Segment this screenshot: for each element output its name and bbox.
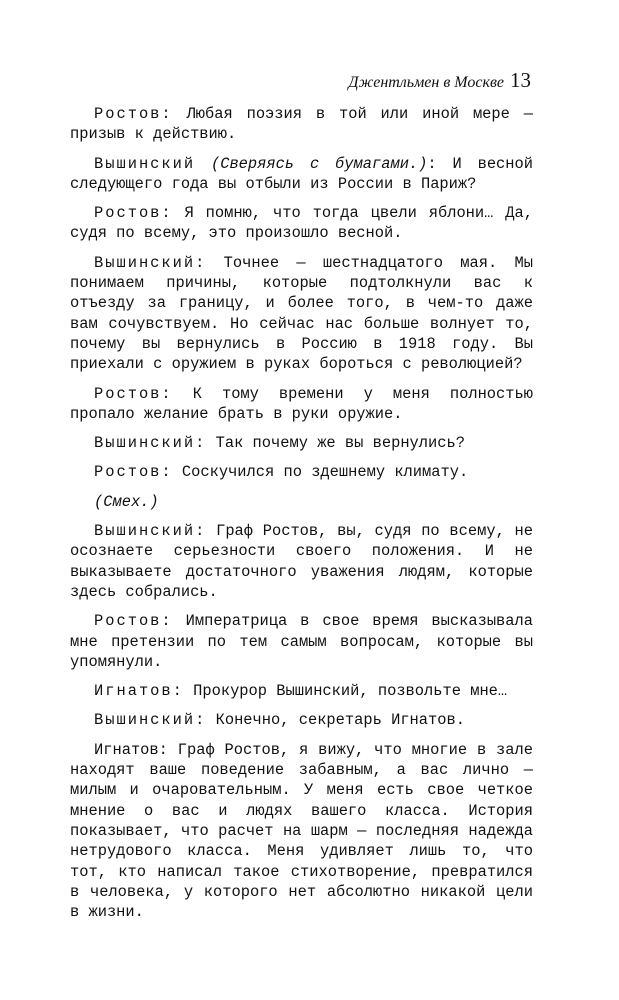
running-header [348,68,531,93]
stage-direction: (Сверяясь с бумагами.) [195,154,428,173]
speaker-name: Вышинский [94,154,196,173]
speaker-name: Игнатов: [94,682,184,701]
dialogue-text: Граф Ростов, вы, судя по всему, не осознаете серьезности своего положения. И не выказываете достаточного уважения людям, которые здесь собрались. [70,522,533,601]
paragraph [70,710,533,730]
speaker-name: Вышинский: [94,522,207,541]
page-body [70,104,533,931]
header-title: Джентльмен в Москве [348,74,504,91]
dialogue-text: Игнатов: Граф Ростов, я вижу, что многие в зале находят ваше поведение забавным, а вас лично — милым и очаровательным. У меня есть свое четкое мнение о вас и людях вашего класса. История показывает, что расчет на шарм — последняя надежда нетрудового класса. Меня удивляет лишь то, что тот, кто написал такое стихотворение, превратился в человека, у которого нет абсолютно никакой цели в жизни. [70,740,533,922]
paragraph [70,104,533,145]
dialogue-text: Прокурор Вышинский, позвольте мне… [183,682,508,701]
page-number: 13 [510,68,531,92]
dialogue-text: Конечно, секретарь Игнатов. [206,711,465,730]
paragraph [70,492,533,512]
speaker-name: Ростов: [94,105,173,123]
dialogue-text: : И весной следующего года вы отбыли из России в Париж? [70,154,533,193]
paragraph [70,611,533,672]
paragraph [70,253,533,375]
speaker-name: Ростов: [94,463,173,482]
dialogue-text: Так почему же вы вернулись? [206,434,465,453]
speaker-name: Ростов: [94,612,173,631]
dialogue-text: Любая поэзия в той или иной мере — призыв к действию. [70,105,533,144]
speaker-name: Вышинский: [94,711,207,730]
dialogue-text: Я помню, что тогда цвели яблони… Да, судя по всему, это произошло весной. [70,204,533,243]
dialogue-text: Соскучился по здешнему климату. [172,463,469,482]
speaker-name: Ростов: [94,384,173,403]
speaker-name: Вышинский: [94,434,207,453]
paragraph [70,462,533,482]
dialogue-text: Точнее — шестнадцатого мая. Мы понимаем причины, которые подтолкнули вас к отъезду за границу, и более того, в чем-то даже вам сочувствуем. Но сейчас нас больше волнует то, почему вы вернулись в Россию в 1918 году. Вы приехали с оружием в руках бороться с революцией? [70,253,533,374]
speaker-name: Вышинский: [94,253,207,272]
paragraph [70,203,533,244]
speaker-name: Ростов: [94,204,173,223]
stage-direction: (Смех.) [94,492,159,511]
paragraph [70,433,533,453]
paragraph [70,681,533,701]
paragraph [70,154,533,195]
paragraph [70,521,533,602]
paragraph [70,384,533,425]
paragraph [70,740,533,923]
dialogue-text: Императрица в свое время высказывала мне претензии по тем самым вопросам, которые вы упомянули. [70,612,533,671]
dialogue-text: К тому времени у меня полностью пропало желание брать в руки оружие. [70,384,533,423]
